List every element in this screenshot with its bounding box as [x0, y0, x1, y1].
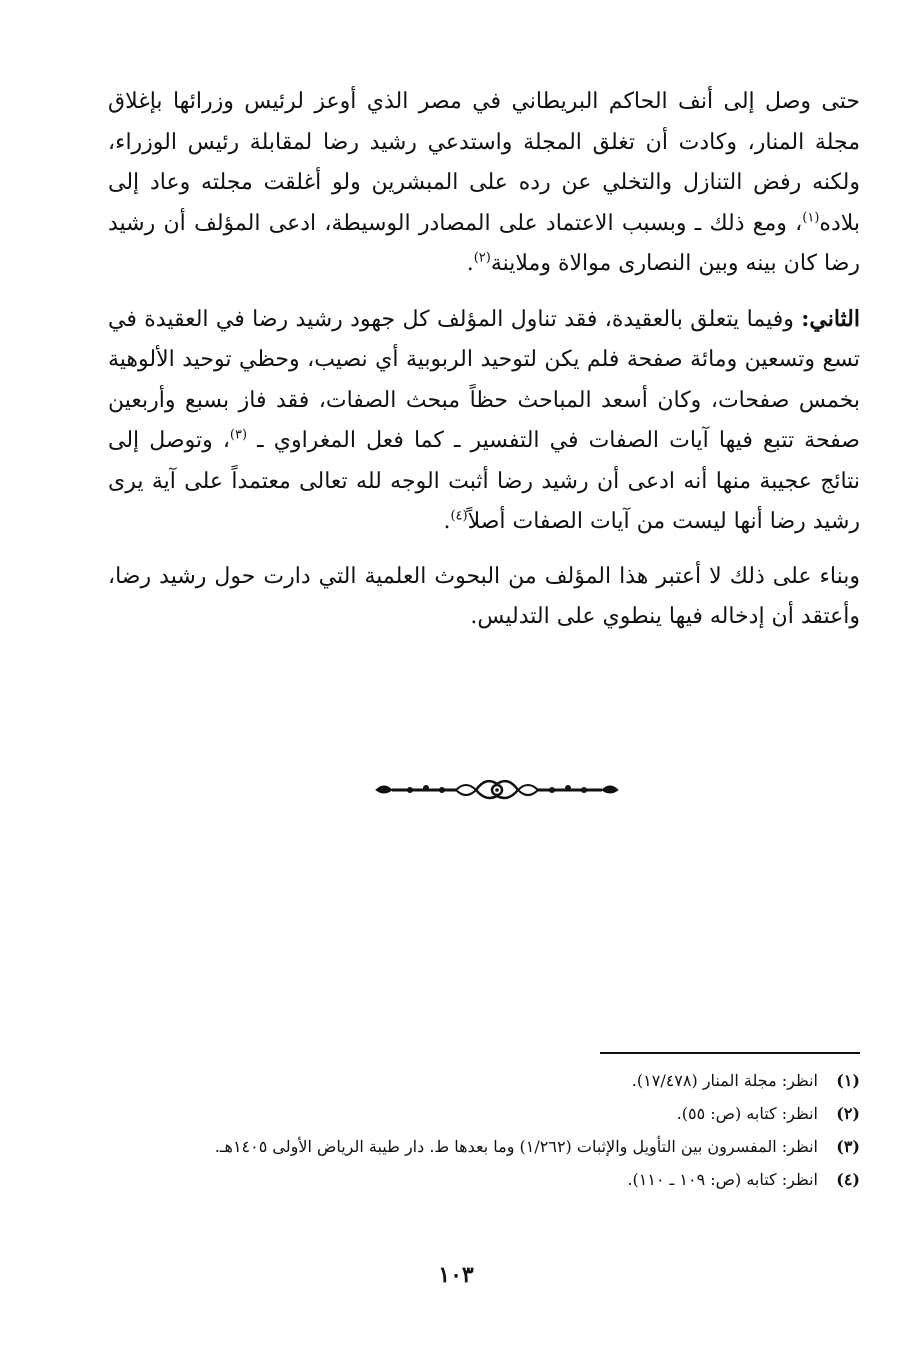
paragraph-1-text-b: ، ومع ذلك ـ وبسبب الاعتماد على المصادر الوسيطة، ادعى المؤلف أن رشيد رضا كان بينه وبين النصارى موالاة وملاينة	[108, 210, 860, 276]
footnote-2	[108, 1097, 860, 1130]
footnotes	[108, 1064, 860, 1196]
page-number: ١٠٣	[438, 1262, 474, 1288]
footnote-number: (١)	[836, 1071, 860, 1090]
ornament-divider-icon	[370, 770, 624, 806]
footnote-text: انظر: المفسرون بين التأويل والإثبات (١/٢٦٢) وما بعدها ط. دار طيبة الرياض الأولى ١٤٠٥هـ.	[214, 1137, 818, 1156]
paragraph-2-text-a: وفيما يتعلق بالعقيدة، فقد تناول المؤلف كل جهود رشيد رضا في العقيدة في تسع وتسعين ومائة صفحة فلم يكن لتوحيد الربوبية أي نصيب، وحظي توحيد الألوهية بخمس صفحات، وكان أسعد المباحث حظاً مبحث الصفات، فقد فاز بسبع وأربعين صفحة تتبع فيها آيات الصفات في التفسير ـ كما فعل المغراوي ـ	[108, 306, 860, 453]
footnote-text: انظر: كتابه (ص: ١٠٩ ـ ١١٠).	[627, 1170, 818, 1189]
footnote-ref-3[interactable]: (٣)	[229, 427, 248, 443]
footnote-text: انظر: مجلة المنار (١٧/٤٧٨).	[631, 1071, 818, 1090]
main-text	[108, 82, 860, 638]
footnote-ref-4[interactable]: (٤)	[450, 508, 468, 524]
paragraph-2-text-b: ، وتوصل إلى نتائج عجيبة منها أنه ادعى أن رشيد رضا أثبت الوجه لله تعالى معتمداً على آية يرى رشيد رضا أنها ليست من آيات الصفات أصلاً	[108, 428, 860, 534]
footnote-separator	[600, 1052, 860, 1054]
footnote-number: (٣)	[836, 1137, 860, 1156]
paragraph-3-text: وبناء على ذلك لا أعتبر هذا المؤلف من البحوث العلمية التي دارت حول رشيد رضا، وأعتقد أن إدخاله فيها ينطوي على التدليس.	[108, 563, 860, 629]
paragraph-1-text-c: .	[466, 251, 474, 276]
paragraph-2-text-c: .	[443, 509, 451, 534]
footnote-number: (٤)	[836, 1170, 860, 1189]
paragraph-2	[108, 299, 860, 543]
paragraph-1	[108, 82, 860, 285]
footnote-text: انظر: كتابه (ص: ٥٥).	[676, 1104, 818, 1123]
footnote-ref-1[interactable]: (١)	[802, 210, 820, 226]
footnote-number: (٢)	[836, 1104, 860, 1123]
paragraph-3	[108, 557, 860, 638]
paragraph-1-text-a: حتى وصل إلى أنف الحاكم البريطاني في مصر الذي أوعز لرئيس وزرائها بإغلاق مجلة المنار، وكادت أن تغلق المجلة واستدعي رشيد رضا لمقابلة رئيس الوزراء، ولكنه رفض التنازل والتخلي عن رده على المبشرين ولو أغلقت مجلته وعاد إلى بلاده	[108, 89, 860, 236]
footnote-3	[108, 1130, 860, 1163]
paragraph-2-lead: الثاني:	[801, 305, 860, 332]
footnote-1	[108, 1064, 860, 1097]
footnote-4	[108, 1163, 860, 1196]
footnote-ref-2[interactable]: (٢)	[473, 250, 491, 266]
